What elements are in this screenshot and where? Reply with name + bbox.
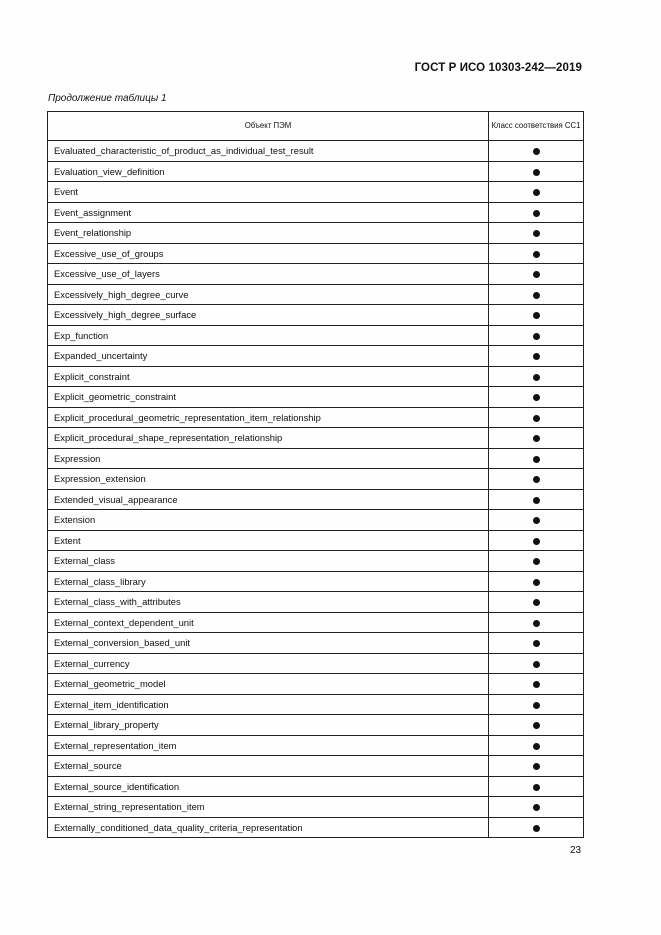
table-row [48, 592, 584, 613]
conformance-mark-cell [489, 243, 584, 264]
conformance-mark-cell [489, 202, 584, 223]
conformance-mark-cell [489, 530, 584, 551]
filled-circle-icon [533, 210, 540, 217]
table-row [48, 223, 584, 244]
filled-circle-icon [533, 394, 540, 401]
table-row [48, 141, 584, 162]
conformance-mark-cell [489, 612, 584, 633]
table-row [48, 325, 584, 346]
filled-circle-icon [533, 169, 540, 176]
table-row [48, 694, 584, 715]
object-name-cell: Event_relationship [48, 223, 489, 244]
conformance-mark-cell [489, 674, 584, 695]
table-row [48, 817, 584, 838]
filled-circle-icon [533, 681, 540, 688]
object-name-cell: External_source_identification [48, 776, 489, 797]
object-name-cell: Evaluation_view_definition [48, 161, 489, 182]
object-name-cell: External_currency [48, 653, 489, 674]
conformance-mark-cell [489, 571, 584, 592]
conformance-mark-cell [489, 735, 584, 756]
table-row [48, 407, 584, 428]
object-name-cell: External_representation_item [48, 735, 489, 756]
filled-circle-icon [533, 497, 540, 504]
filled-circle-icon [533, 784, 540, 791]
conformance-mark-cell [489, 694, 584, 715]
filled-circle-icon [533, 722, 540, 729]
object-name-cell: External_string_representation_item [48, 797, 489, 818]
filled-circle-icon [533, 189, 540, 196]
filled-circle-icon [533, 702, 540, 709]
filled-circle-icon [533, 312, 540, 319]
conformance-mark-cell [489, 284, 584, 305]
table-row [48, 469, 584, 490]
table-row [48, 674, 584, 695]
table-row [48, 715, 584, 736]
filled-circle-icon [533, 825, 540, 832]
filled-circle-icon [533, 661, 540, 668]
conformance-mark-cell [489, 223, 584, 244]
table-row [48, 633, 584, 654]
table-caption: Продолжение таблицы 1 [48, 93, 167, 104]
object-name-cell: Explicit_geometric_constraint [48, 387, 489, 408]
object-name-cell: Extent [48, 530, 489, 551]
table-row [48, 551, 584, 572]
conformance-mark-cell [489, 387, 584, 408]
filled-circle-icon [533, 415, 540, 422]
table-row [48, 428, 584, 449]
column-header-class: Класс соответствия CC1 [489, 112, 584, 141]
filled-circle-icon [533, 517, 540, 524]
conformance-mark-cell [489, 633, 584, 654]
table-row [48, 530, 584, 551]
conformance-mark-cell [489, 141, 584, 162]
conformance-mark-cell [489, 592, 584, 613]
object-name-cell: Excessive_use_of_layers [48, 264, 489, 285]
conformance-mark-cell [489, 264, 584, 285]
object-name-cell: External_library_property [48, 715, 489, 736]
table-row [48, 571, 584, 592]
table-row [48, 387, 584, 408]
table-row [48, 305, 584, 326]
object-name-cell: Evaluated_characteristic_of_product_as_individual_test_result [48, 141, 489, 162]
filled-circle-icon [533, 456, 540, 463]
conformance-mark-cell [489, 182, 584, 203]
table-row [48, 264, 584, 285]
table-row [48, 735, 584, 756]
object-name-cell: External_class_library [48, 571, 489, 592]
conformance-mark-cell [489, 551, 584, 572]
filled-circle-icon [533, 374, 540, 381]
object-name-cell: Explicit_procedural_shape_representation_relationship [48, 428, 489, 449]
conformance-mark-cell [489, 305, 584, 326]
conformance-mark-cell [489, 756, 584, 777]
filled-circle-icon [533, 620, 540, 627]
object-name-cell: Expression_extension [48, 469, 489, 490]
table-row [48, 756, 584, 777]
table-row [48, 653, 584, 674]
filled-circle-icon [533, 579, 540, 586]
filled-circle-icon [533, 435, 540, 442]
filled-circle-icon [533, 353, 540, 360]
table-row [48, 448, 584, 469]
object-name-cell: Externally_conditioned_data_quality_criteria_representation [48, 817, 489, 838]
table-row [48, 284, 584, 305]
object-name-cell: External_conversion_based_unit [48, 633, 489, 654]
conformance-mark-cell [489, 469, 584, 490]
filled-circle-icon [533, 148, 540, 155]
object-name-cell: Explicit_constraint [48, 366, 489, 387]
object-name-cell: External_source [48, 756, 489, 777]
object-name-cell: Extended_visual_appearance [48, 489, 489, 510]
object-name-cell: Exp_function [48, 325, 489, 346]
filled-circle-icon [533, 743, 540, 750]
table-row [48, 202, 584, 223]
object-name-cell: Expression [48, 448, 489, 469]
object-name-cell: Excessive_use_of_groups [48, 243, 489, 264]
conformance-mark-cell [489, 366, 584, 387]
object-name-cell: Excessively_high_degree_curve [48, 284, 489, 305]
table-row [48, 366, 584, 387]
object-name-cell: Extension [48, 510, 489, 531]
filled-circle-icon [533, 538, 540, 545]
table-row [48, 612, 584, 633]
conformance-mark-cell [489, 776, 584, 797]
object-name-cell: Explicit_procedural_geometric_representation_item_relationship [48, 407, 489, 428]
conformance-mark-cell [489, 715, 584, 736]
table-row [48, 510, 584, 531]
table-row [48, 161, 584, 182]
filled-circle-icon [533, 599, 540, 606]
filled-circle-icon [533, 292, 540, 299]
filled-circle-icon [533, 763, 540, 770]
object-name-cell: External_class [48, 551, 489, 572]
object-name-cell: Event [48, 182, 489, 203]
table-row [48, 489, 584, 510]
table-row [48, 776, 584, 797]
table-row [48, 182, 584, 203]
conformance-mark-cell [489, 817, 584, 838]
conformance-mark-cell [489, 407, 584, 428]
filled-circle-icon [533, 476, 540, 483]
filled-circle-icon [533, 271, 540, 278]
conformance-table [47, 111, 584, 838]
conformance-mark-cell [489, 797, 584, 818]
conformance-mark-cell [489, 346, 584, 367]
object-name-cell: External_context_dependent_unit [48, 612, 489, 633]
conformance-mark-cell [489, 510, 584, 531]
conformance-mark-cell [489, 653, 584, 674]
table-row [48, 346, 584, 367]
filled-circle-icon [533, 804, 540, 811]
filled-circle-icon [533, 640, 540, 647]
object-name-cell: Excessively_high_degree_surface [48, 305, 489, 326]
filled-circle-icon [533, 251, 540, 258]
conformance-mark-cell [489, 448, 584, 469]
object-name-cell: Expanded_uncertainty [48, 346, 489, 367]
filled-circle-icon [533, 558, 540, 565]
document-header: ГОСТ Р ИСО 10303-242—2019 [414, 62, 582, 74]
filled-circle-icon [533, 333, 540, 340]
conformance-mark-cell [489, 325, 584, 346]
table-row [48, 243, 584, 264]
object-name-cell: External_item_identification [48, 694, 489, 715]
conformance-mark-cell [489, 161, 584, 182]
page-number: 23 [570, 845, 582, 856]
conformance-mark-cell [489, 489, 584, 510]
object-name-cell: External_geometric_model [48, 674, 489, 695]
table-header-row [48, 112, 584, 141]
filled-circle-icon [533, 230, 540, 237]
object-name-cell: External_class_with_attributes [48, 592, 489, 613]
column-header-object: Объект ПЭМ [48, 112, 489, 141]
table-row [48, 797, 584, 818]
conformance-mark-cell [489, 428, 584, 449]
object-name-cell: Event_assignment [48, 202, 489, 223]
